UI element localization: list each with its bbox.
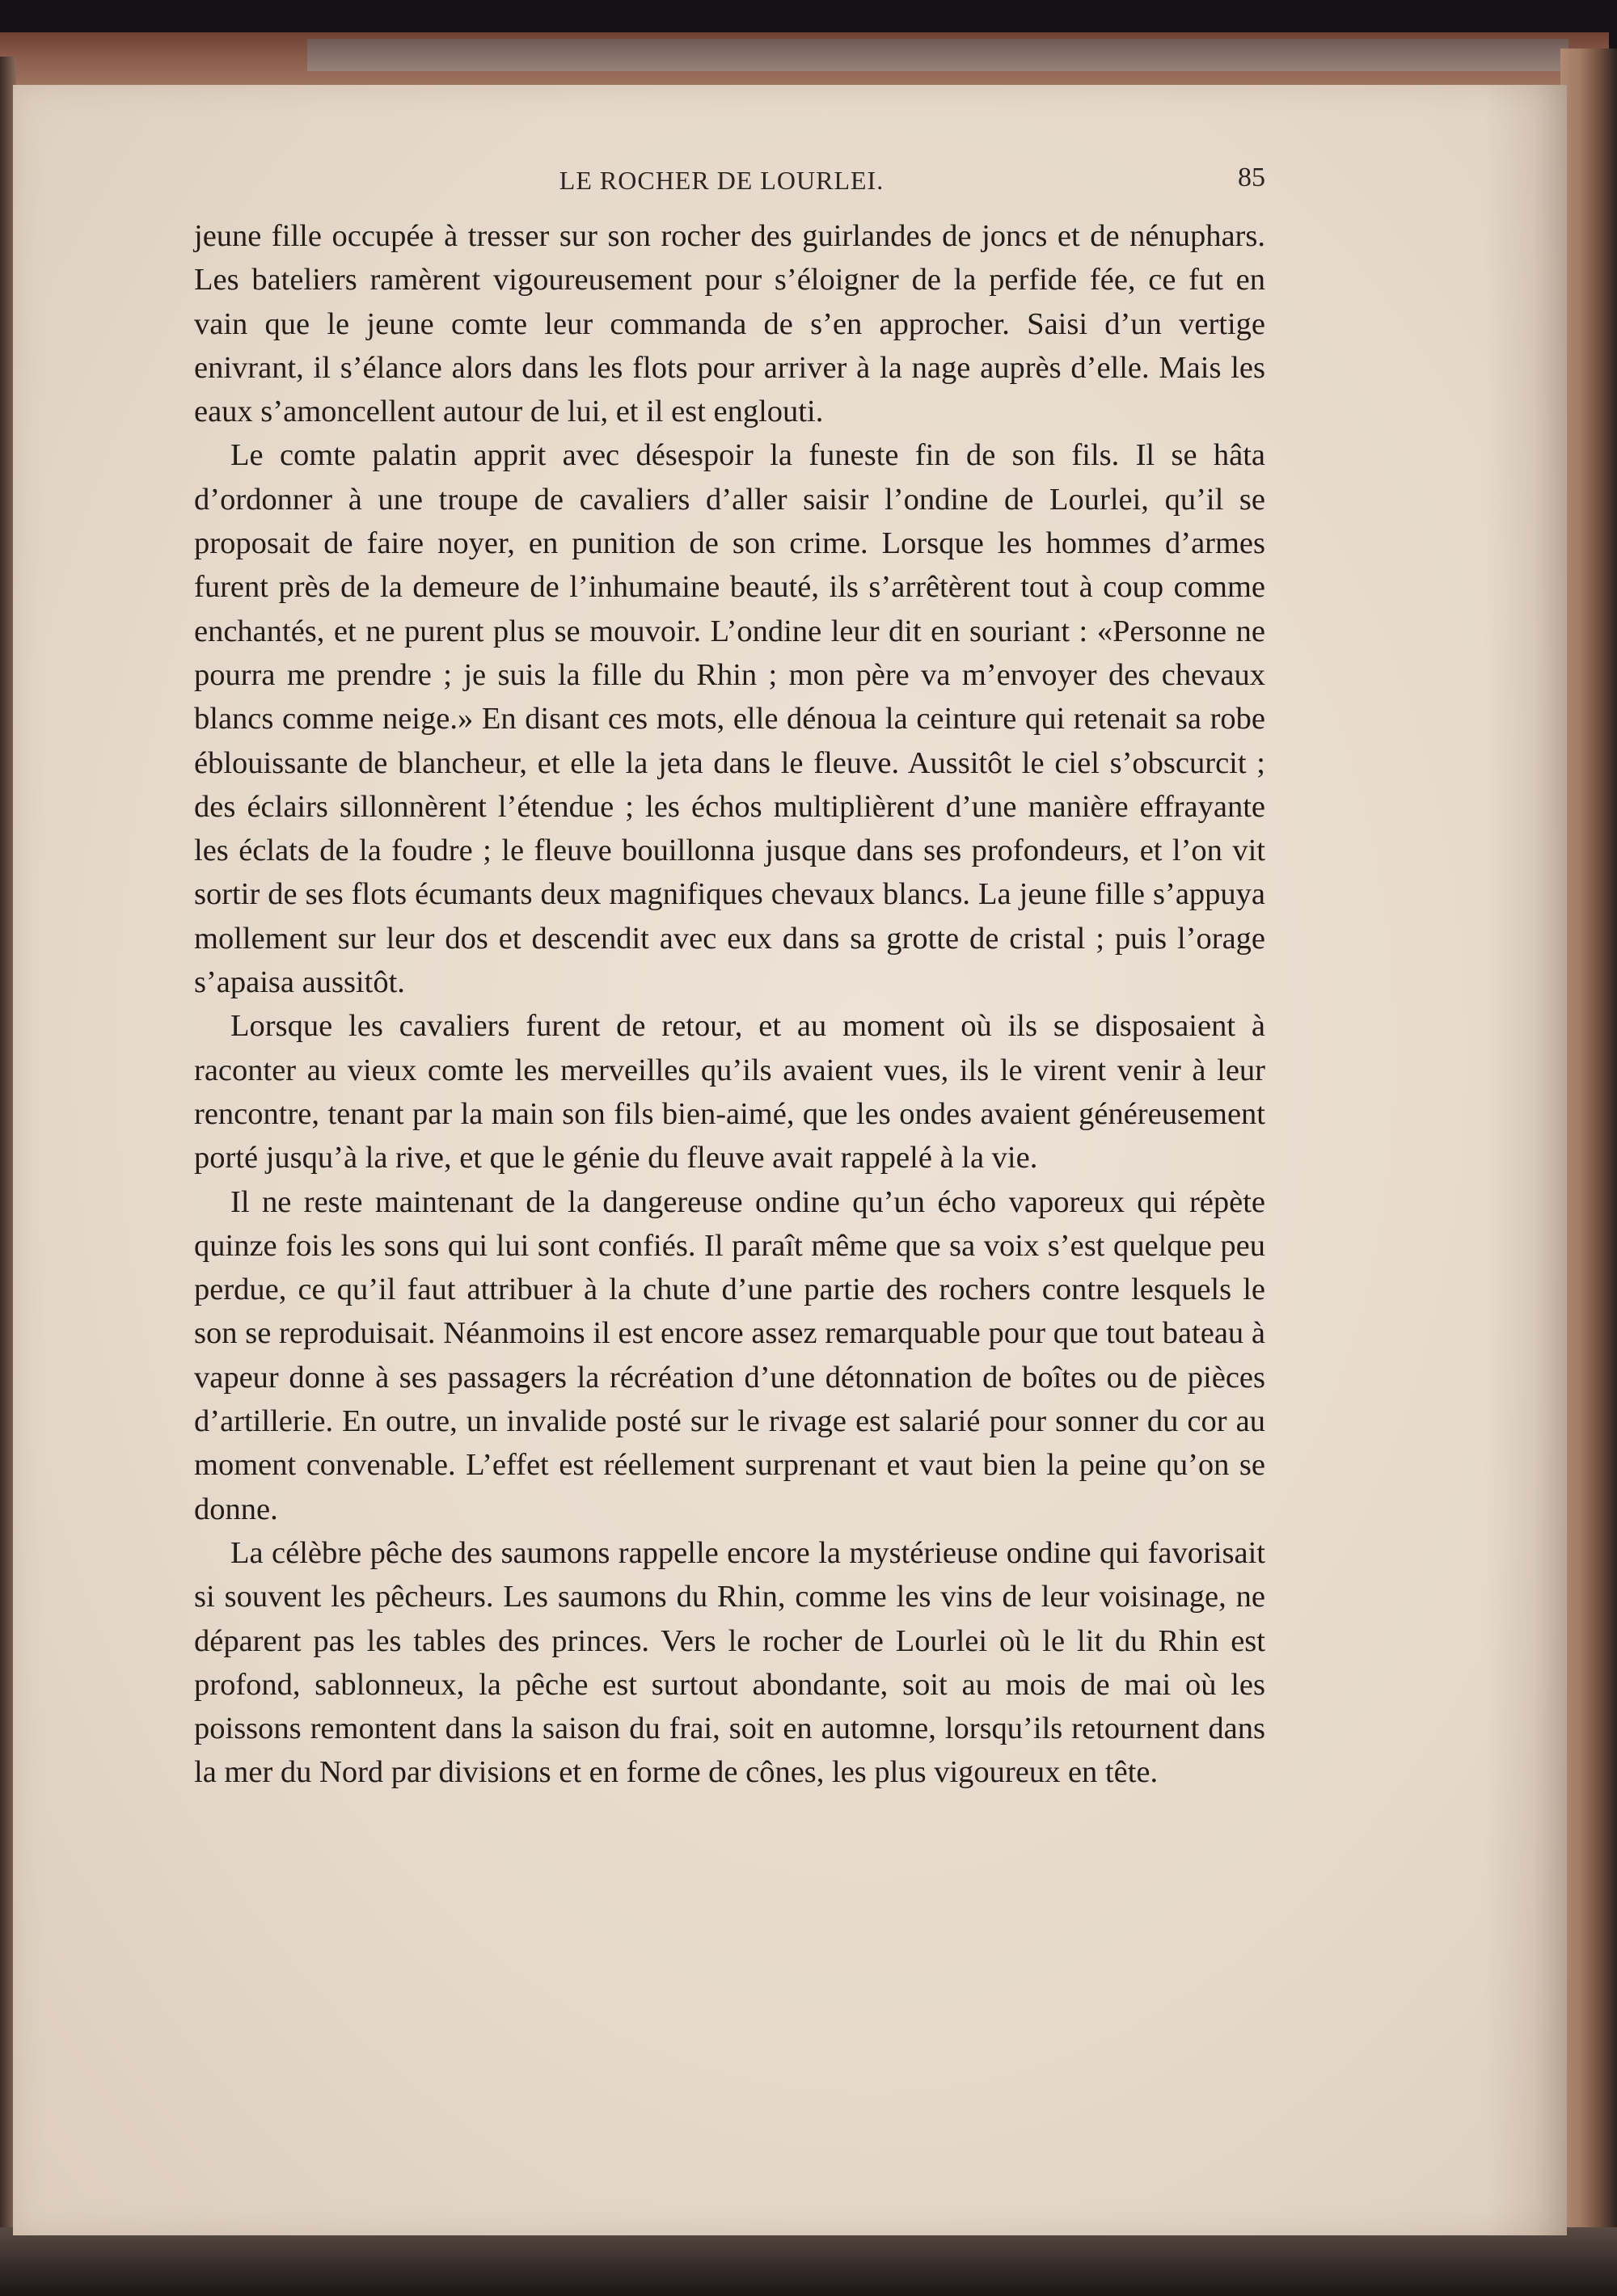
book-cloth-top <box>307 39 1568 71</box>
paragraph: Il ne reste maintenant de la dangereuse ondine qu’un écho vaporeux qui répète quinze fois les sons qui lui sont confiés. Il paraît même que sa voix s’est quelque peu perdue, ce qu’il faut attribuer à la chute d’une partie des rochers contre lesquels le son se reproduisait. Néanmoins il est encore assez remarquable pour que tout bateau à vapeur donne à ses passagers la récréation d’une détonnation de boîtes ou de pièces d’artillerie. En outre, un invalide posté sur le rivage est salarié pour sonner du cor au moment convenable. L’effet est réellement surprenant et vaut bien la peine qu’on se donne. <box>194 1184 1265 1526</box>
paragraph: Le comte palatin apprit avec désespoir la funeste fin de son fils. Il se hâta d’ordonner à une troupe de cavaliers d’aller saisir l’ondine de Lourlei, qu’il se proposait de faire noyer, en punition de son crime. Lorsque les hommes d’armes furent près de la demeure de l’inhumaine beauté, ils s’arrêtèrent tout à coup comme enchantés, et ne purent plus se mouvoir. L’ondine leur dit en souriant : «Personne ne pourra me prendre ; je suis la fille du Rhin ; mon père va m’envoyer des chevaux blancs comme neige.» En disant ces mots, elle dénoua la ceinture qui retenait sa robe éblouissante de blancheur, et elle la jeta dans le fleuve. Aussitôt le ciel s’obscurcit ; des éclairs sillonnèrent l’étendue ; les échos multiplièrent d’une manière effrayante les éclats de la foudre ; le fleuve bouillonna jusque dans ses profondeurs, et l’on vit sortir de ses flots écumants deux magnifiques chevaux blancs. La jeune fille s’appuya mollement sur leur dos et descendit avec eux dans sa grotte de cristal ; puis l’orage s’apaisa aussitôt. <box>194 438 1265 1000</box>
body-text <box>194 214 1265 1795</box>
page-header <box>178 162 1265 214</box>
paragraph: Lorsque les cavaliers furent de retour, et au moment où ils se disposaient à raconter au vieux comte les merveilles qu’ils avaient vues, ils le virent venir à leur rencontre, tenant par la main son fils bien-aimé, que les ondes avaient généreusement porté jusqu’à la rive, et que le génie du fleuve avait rappelé à la vie. <box>194 1009 1265 1175</box>
paragraph: La célèbre pêche des saumons rappelle encore la mystérieuse ondine qui favorisait si souvent les pêcheurs. Les saumons du Rhin, comme les vins de leur voisinage, ne déparent pas les tables des princes. Vers le rocher de Lourlei où le lit du Rhin est profond, sablonneux, la pêche est surtout abondante, soit au mois de mai où les poissons remontent dans la saison du frai, soit en automne, lorsqu’ils retournent dans la mer du Nord par divisions et en forme de cônes, les plus vigoureux en tête. <box>194 1535 1265 1790</box>
running-title: LE ROCHER DE LOURLEI. <box>559 166 884 195</box>
paragraph-continued: jeune fille occupée à tresser sur son rocher des guirlandes de joncs et de nénuphars. Les bateliers ramèrent vigoureusement pour s’éloigner de la perfide fée, ce fut en vain que le jeune comte leur commanda de s’en approcher. Saisi d’un vertige enivrant, il s’élance alors dans les flots pour arriver à la nage auprès d’elle. Mais les eaux s’amoncellent autour de lui, et il est englouti. <box>194 219 1265 429</box>
page-number: 85 <box>1238 162 1265 192</box>
page-edge-shadow <box>1484 85 1567 2235</box>
scanner-background-bottom <box>0 2227 1617 2296</box>
book-board-right <box>1560 49 1617 2239</box>
